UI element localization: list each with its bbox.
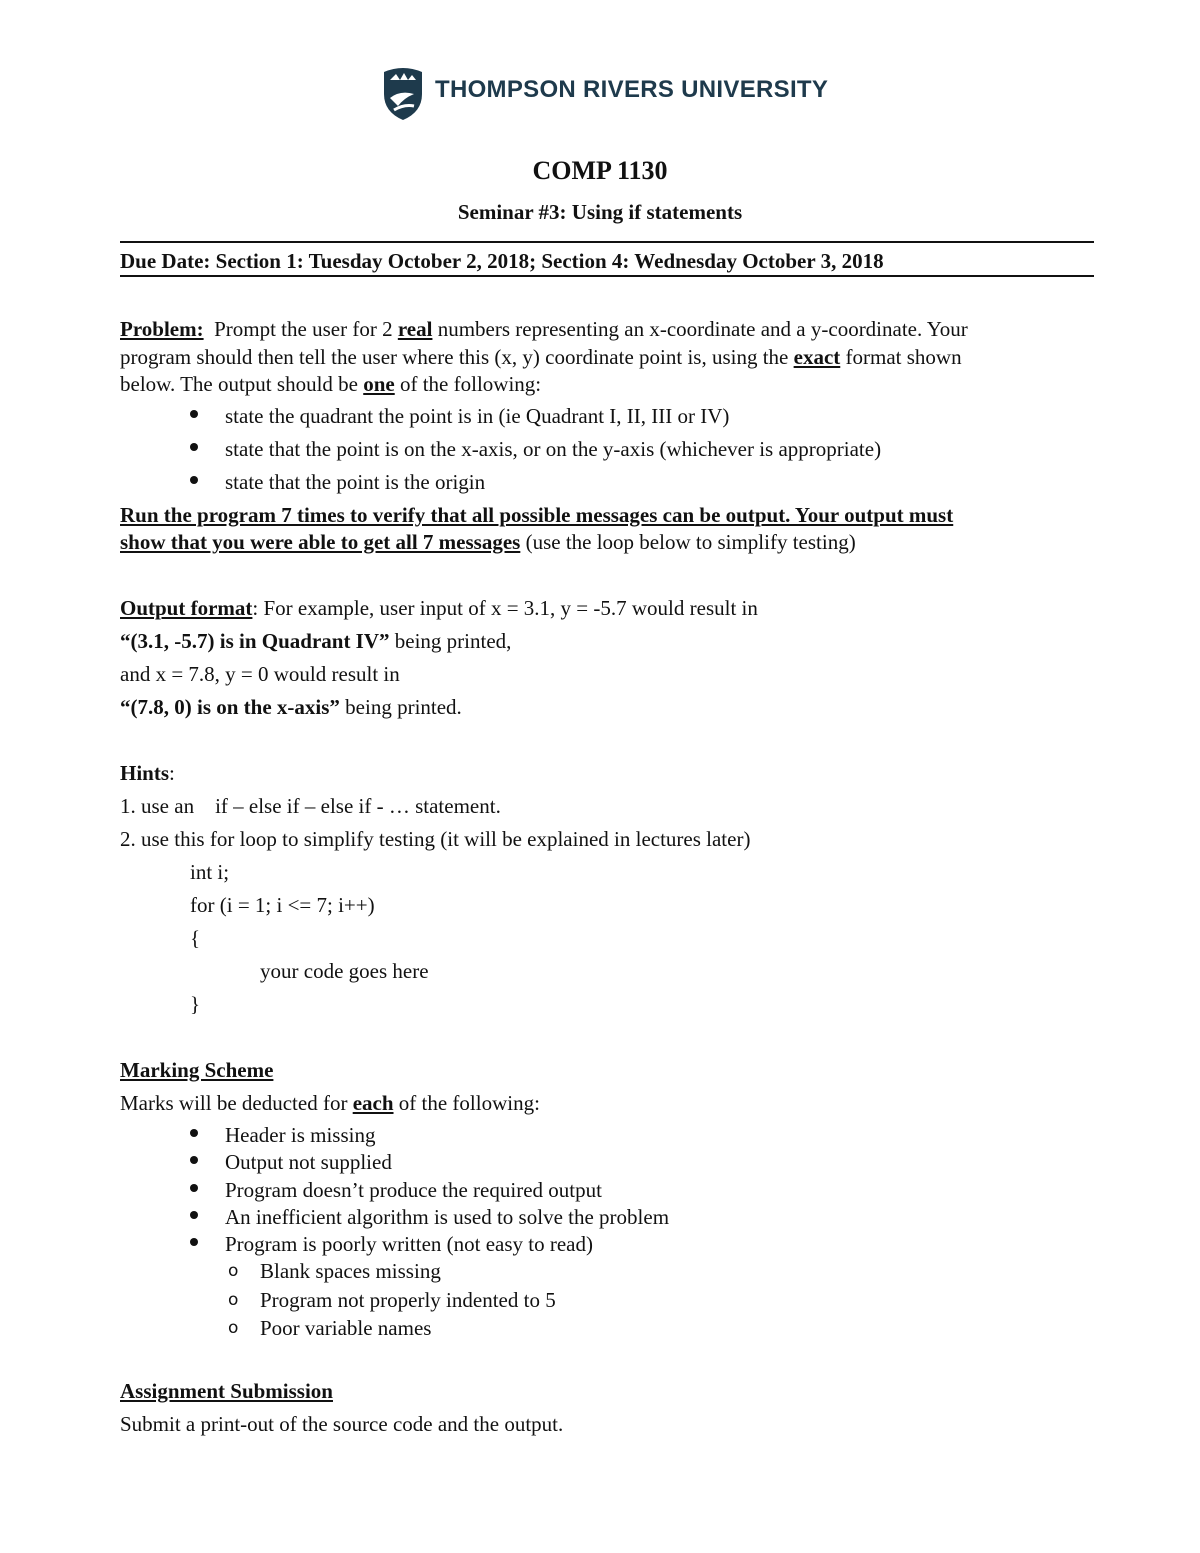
sub-bullet-icon: o [228, 1261, 239, 1281]
sub-list-item: Program not properly indented to 5 [260, 1288, 556, 1312]
code-line: } [190, 992, 201, 1016]
run-instruction-line-2: show that you were able to get all 7 messages (use the loop below to simplify testing) [120, 530, 856, 554]
output-format-label: Output format [120, 596, 253, 620]
marking-intro: Marks will be deducted for each of the following: [120, 1091, 540, 1115]
bullet-icon [190, 1156, 198, 1164]
university-logo [380, 62, 850, 124]
bullet-icon [190, 1238, 198, 1246]
output-example-2: “(7.8, 0) is on the x-axis” being printed. [120, 695, 462, 719]
bullet-icon [190, 1129, 198, 1137]
bottom-rule [120, 275, 1094, 277]
marking-scheme-heading: Marking Scheme [120, 1058, 274, 1082]
problem-line-1: Problem: Prompt the user for 2 real numbers representing an x-coordinate and a y-coordinate. Your [120, 317, 968, 341]
run-instruction-line-1: Run the program 7 times to verify that all possible messages can be output. Your output must [120, 503, 954, 527]
submission-text: Submit a print-out of the source code and the output. [120, 1412, 564, 1436]
code-line: { [190, 926, 201, 950]
university-name: THOMPSON RIVERS UNIVERSITY [435, 76, 829, 103]
list-item: Header is missing [225, 1123, 376, 1147]
sub-list-item: Blank spaces missing [260, 1259, 441, 1283]
problem-line-3: below. The output should be one of the following: [120, 372, 542, 396]
each-emphasis: each [352, 1091, 394, 1115]
seminar-title: Seminar #3: Using if statements [457, 200, 743, 224]
list-item: Program is poorly written (not easy to read) [225, 1232, 593, 1256]
bullet-icon [190, 410, 198, 418]
code-line: your code goes here [260, 959, 429, 983]
problem-line-2: program should then tell the user where this (x, y) coordinate point is, using the exact format shown [120, 345, 962, 369]
course-title: COMP 1130 [532, 156, 668, 185]
sub-list-item: Poor variable names [260, 1316, 432, 1340]
output-example-1: “(3.1, -5.7) is in Quadrant IV” being printed, [120, 629, 512, 653]
bullet-icon [190, 476, 198, 484]
hint-1: 1. use an if – else if – else if - … statement. [120, 794, 501, 818]
real-emphasis: real [397, 317, 433, 341]
list-item: state the quadrant the point is in (ie Quadrant I, II, III or IV) [225, 404, 730, 428]
one-emphasis: one [363, 372, 395, 396]
hint-2: 2. use this for loop to simplify testing (it will be explained in lectures later) [120, 827, 751, 851]
output-format-line-3: and x = 7.8, y = 0 would result in [120, 662, 400, 686]
bullet-icon [190, 443, 198, 451]
sub-bullet-icon: o [228, 1318, 239, 1338]
code-line: for (i = 1; i <= 7; i++) [190, 893, 375, 917]
exact-emphasis: exact [793, 345, 841, 369]
bullet-icon [190, 1211, 198, 1219]
code-line: int i; [190, 860, 230, 884]
list-item: Output not supplied [225, 1150, 392, 1174]
university-crest-icon [380, 64, 426, 122]
list-item: state that the point is the origin [225, 470, 486, 494]
output-format-line-1: Output format: For example, user input of x = 3.1, y = -5.7 would result in [120, 596, 758, 620]
problem-label: Problem: [120, 317, 204, 341]
top-rule [120, 241, 1094, 243]
submission-heading: Assignment Submission [120, 1379, 333, 1403]
list-item: An inefficient algorithm is used to solve the problem [225, 1205, 670, 1229]
bullet-icon [190, 1184, 198, 1192]
list-item: Program doesn’t produce the required output [225, 1178, 602, 1202]
list-item: state that the point is on the x-axis, or on the y-axis (whichever is appropriate) [225, 437, 882, 461]
hints-heading: Hints: [120, 761, 175, 785]
sub-bullet-icon: o [228, 1290, 239, 1310]
due-date: Due Date: Section 1: Tuesday October 2, 2018; Section 4: Wednesday October 3, 2018 [120, 249, 884, 273]
